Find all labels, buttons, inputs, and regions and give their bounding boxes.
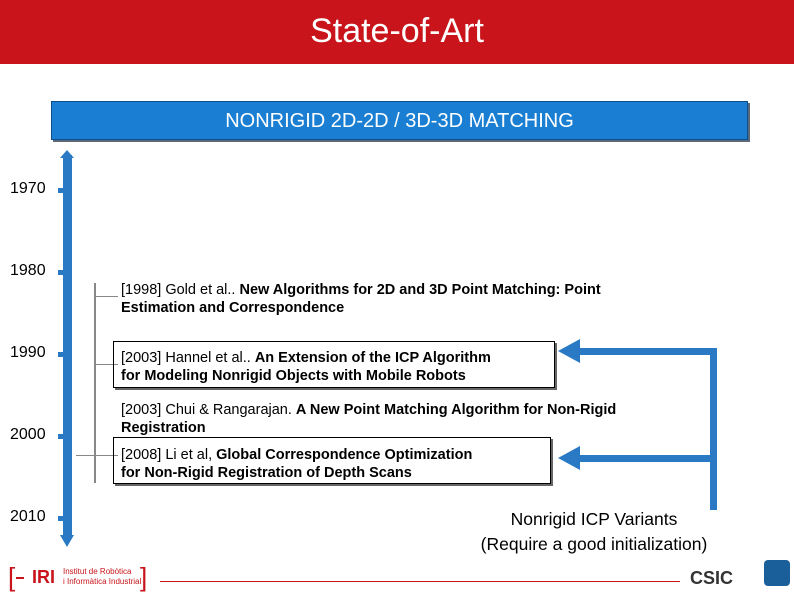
csic-logo: CSIC <box>690 568 734 588</box>
upc-logo-icon <box>764 560 790 586</box>
iri-logo: [ IRI Institut de Robòtica i Informàtica Industrial ] <box>8 562 148 592</box>
slide-title: State-of-Art <box>310 12 484 50</box>
year-tick <box>58 352 66 357</box>
timeline-axis <box>63 155 72 537</box>
year-label-2000: 2000 <box>10 426 46 443</box>
reference-li-2008: [2008] Li et al, Global Correspondence Optimization for Non-Rigid Registration of Depth Scans <box>121 447 473 481</box>
year-tick <box>58 434 66 439</box>
year-tick <box>58 516 66 521</box>
bracket-vertical <box>710 348 717 510</box>
arrow-left-icon <box>558 339 580 363</box>
year-label-2010: 2010 <box>10 508 46 525</box>
nonrigid-icp-note: Nonrigid ICP Variants (Require a good initialization) <box>480 509 708 554</box>
year-label-1970: 1970 <box>10 180 46 197</box>
connector-branch <box>76 455 118 456</box>
connector-line <box>94 283 96 483</box>
banner-text: NONRIGID 2D-2D / 3D-3D MATCHING <box>225 110 574 132</box>
footer-divider <box>160 581 680 582</box>
reference-gold-1998: [1998] Gold et al.. New Algorithms for 2D and 3D Point Matching: Point Estimation and Correspondence <box>121 282 601 316</box>
bracket-top-arm <box>580 348 717 355</box>
arrow-left-icon <box>558 446 580 470</box>
year-tick <box>58 188 66 193</box>
bracket-middle-arm <box>580 455 717 462</box>
topic-banner <box>51 101 748 140</box>
reference-hannel-2003: [2003] Hannel et al.. An Extension of the ICP Algorithm for Modeling Nonrigid Objects with Mobile Robots <box>121 350 491 384</box>
year-label-1980: 1980 <box>10 262 46 279</box>
year-tick <box>58 270 66 275</box>
reference-chui-2003: [2003] Chui & Rangarajan. A New Point Matching Algorithm for Non-Rigid Registration <box>121 402 617 436</box>
connector-branch <box>94 296 118 297</box>
year-label-1990: 1990 <box>10 344 46 361</box>
timeline-arrow-tail <box>60 535 74 547</box>
